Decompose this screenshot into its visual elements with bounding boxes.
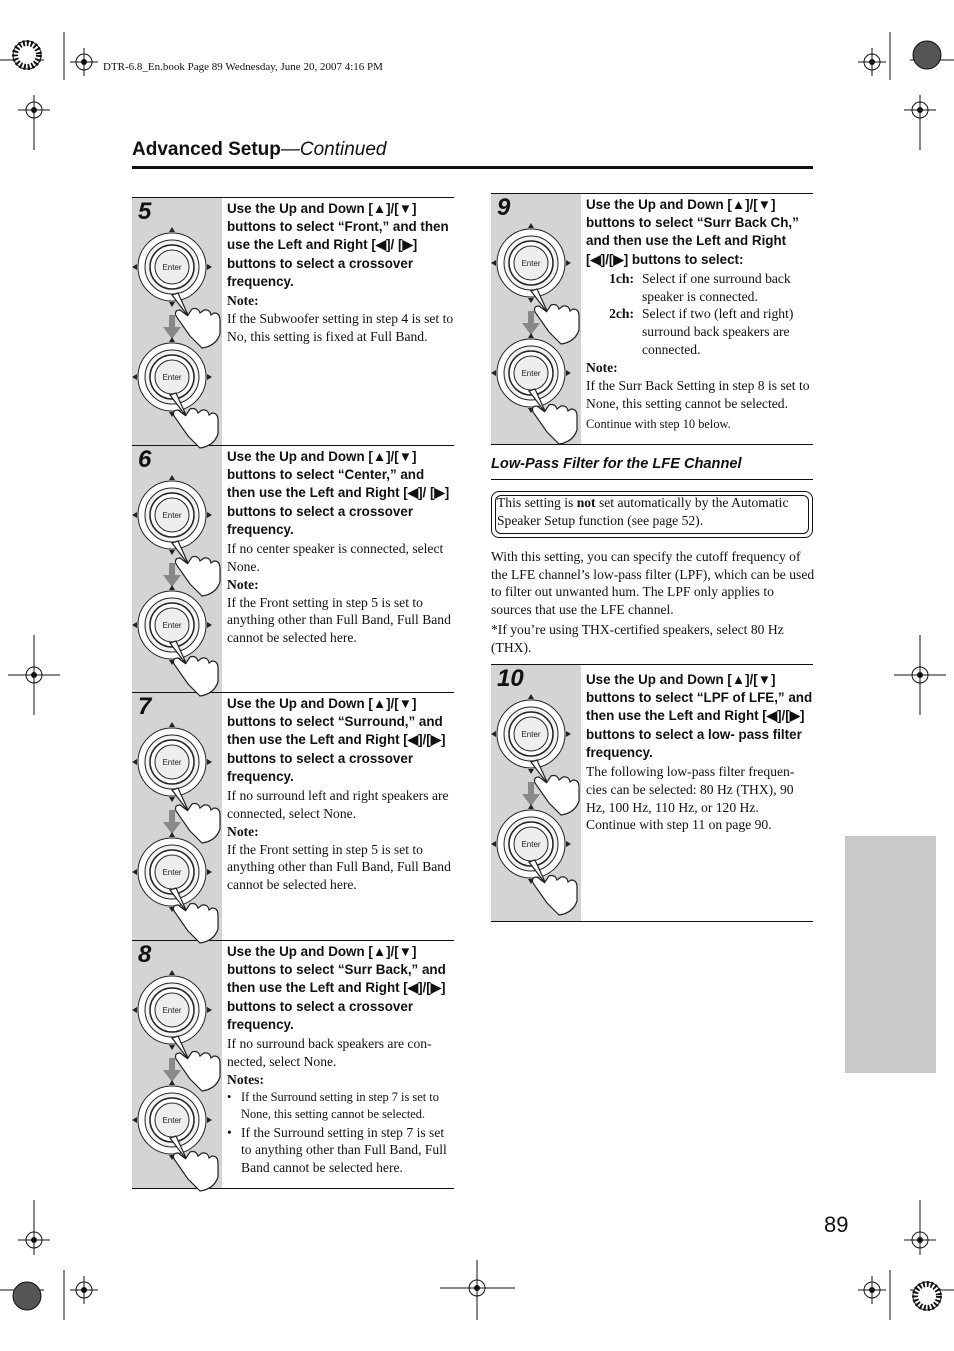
- step-number: 8: [138, 941, 152, 968]
- step-number: 6: [138, 446, 152, 473]
- page-header: [132, 139, 387, 161]
- info-box-bold: not: [576, 495, 596, 510]
- page-number: 89: [824, 1212, 849, 1237]
- remote-dial-icon: [132, 940, 222, 1180]
- info-box-text-a: This setting is: [497, 495, 577, 510]
- lpf-description: [491, 548, 815, 656]
- option-key: 1ch:: [609, 270, 634, 286]
- dial-enter-label: Enter: [162, 621, 182, 630]
- note-heading: Note:: [586, 359, 618, 375]
- note-text: If the Front setting in step 5 is set to anything other than Full Band, Full Band cannot be selected here.: [227, 594, 451, 646]
- note-heading: Notes:: [227, 1071, 264, 1087]
- step-instruction: Use the Up and Down [▲]/[▼] buttons to select “LPF of LFE,” and then use the Left and Right [◀]/[▶] buttons to select a low- pass filter frequency.: [586, 672, 813, 760]
- note-heading: Note:: [227, 293, 259, 309]
- step-instruction: Use the Up and Down [▲]/[▼] buttons to select “Surround,” and then use the Left and Right [◀]/[▶] buttons to select a crossover frequency.: [227, 696, 446, 784]
- note-text: If the Subwoofer setting in step 4 is set to No, this setting is fixed at Full Band.: [227, 311, 454, 344]
- dial-enter-label: Enter: [162, 511, 182, 520]
- remote-dial-icon: [491, 193, 581, 433]
- section-rule: [491, 479, 813, 480]
- note-heading: Note:: [227, 823, 259, 839]
- option-key: 2ch:: [609, 306, 634, 322]
- info-box: [491, 491, 813, 538]
- step9-bottom-rule: [491, 444, 813, 445]
- note-text: If the Surr Back Setting in step 8 is set to None, this setting cannot be selected.: [586, 377, 810, 411]
- column-bottom-rule: [132, 1188, 454, 1189]
- remote-dial-icon: [132, 692, 222, 932]
- step-instruction: Use the Up and Down [▲]/[▼] buttons to select “Surr Back Ch,” and then use the Left and Right [◀]/[▶] buttons to select:: [586, 197, 799, 267]
- dial-enter-label: Enter: [521, 840, 541, 849]
- remote-dial-icon: [132, 197, 222, 437]
- option-1ch: [586, 270, 813, 306]
- dial-enter-label: Enter: [162, 1116, 182, 1125]
- step10-bottom-rule: [491, 921, 813, 922]
- thumb-tab: [845, 836, 936, 1073]
- note-text: If the Front setting in step 5 is set to anything other than Full Band, Full Band cannot be selected here.: [227, 841, 451, 893]
- step-number: 5: [138, 198, 152, 225]
- header-continued: —Continued: [280, 139, 387, 160]
- step-instruction: Use the Up and Down [▲]/[▼] buttons to select “Front,” and then use the Left and Right [◀]/ [▶] buttons to select a crossover frequency.: [227, 201, 449, 289]
- dial-enter-label: Enter: [521, 369, 541, 378]
- option-desc: Select if two (left and right) surround back speakers are connected.: [642, 306, 794, 357]
- remote-dial-icon: [132, 445, 222, 685]
- step-text: If no surround left and right speakers are connected, select None.: [227, 788, 449, 821]
- step-instruction: Use the Up and Down [▲]/[▼] buttons to select “Surr Back,” and then use the Left and Right [◀]/[▶] buttons to select a crossover frequency.: [227, 944, 446, 1032]
- dial-enter-label: Enter: [162, 1006, 182, 1015]
- step-number: 7: [138, 693, 152, 720]
- remote-dial-icon: [491, 664, 581, 904]
- header-title: Advanced Setup: [132, 139, 281, 160]
- info-box-text-b: set automatically by the Automatic Speaker Setup function (see page 52).: [497, 495, 789, 528]
- note-bullet: • If the Surround setting in step 7 is set to None, this setting cannot be selected.: [227, 1089, 454, 1124]
- dial-enter-label: Enter: [162, 263, 182, 272]
- step-number: 9: [497, 194, 511, 221]
- dial-enter-label: Enter: [162, 758, 182, 767]
- dial-enter-label: Enter: [162, 373, 182, 382]
- note-bullet: • If the Surround setting in step 7 is set to anything other than Full Band, Full Band cannot be selected here.: [227, 1124, 454, 1177]
- dial-enter-label: Enter: [162, 868, 182, 877]
- option-desc: Select if one surround back speaker is connected.: [642, 270, 791, 304]
- step-text: The following low-pass filter frequen- cies can be selected: 80 Hz (THX), 90 Hz, 100 Hz, 110 Hz, or 120 Hz.: [586, 764, 795, 815]
- lpf-paragraph: With this setting, you can specify the cutoff frequency of the LFE channel’s low-pass filter (LPF), which can be used to filter out unwanted hum. The LPF only applies to sources that use the LFE channel.: [491, 549, 815, 618]
- section-title: Low-Pass Filter for the LFE Channel: [491, 456, 742, 472]
- header-rule: [132, 166, 813, 169]
- dial-enter-label: Enter: [521, 730, 541, 739]
- continue-text: Continue with step 10 below.: [586, 417, 731, 432]
- lpf-thx-note: *If you’re using THX-certified speakers, select 80 Hz (THX).: [491, 621, 784, 655]
- option-2ch: [586, 305, 813, 358]
- step-instruction: Use the Up and Down [▲]/[▼] buttons to select “Center,” and then use the Left and Right [◀]/ [▶] buttons to select a crossover frequency.: [227, 449, 450, 537]
- step-text: If no center speaker is connected, select None.: [227, 541, 444, 574]
- step-number: 10: [497, 665, 524, 692]
- book-tag: DTR-6.8_En.book Page 89 Wednesday, June 20, 2007 4:16 PM: [103, 61, 383, 73]
- note-heading: Note:: [227, 576, 259, 592]
- continue-text: Continue with step 11 on page 90.: [586, 817, 772, 833]
- info-box-text: [497, 494, 812, 529]
- step-text: If no surround back speakers are con- nected, select None.: [227, 1036, 432, 1069]
- dial-enter-label: Enter: [521, 259, 541, 268]
